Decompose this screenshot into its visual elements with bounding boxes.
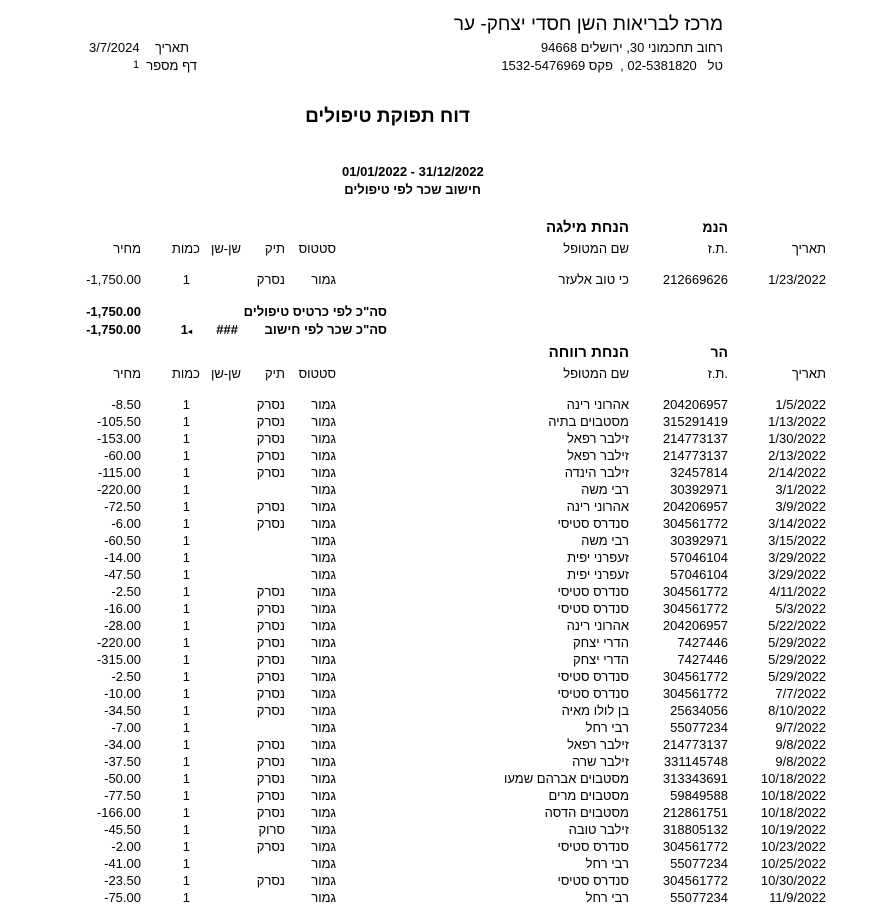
row-date: 10/30/2022 bbox=[760, 873, 826, 888]
row-id: 57046104 bbox=[670, 550, 728, 565]
total-calc-value: -1,750.00 bbox=[86, 322, 141, 337]
row-id: 318805132 bbox=[662, 822, 728, 837]
col-id-header: ת.ז. bbox=[707, 366, 728, 381]
row-price: -6.00 bbox=[111, 516, 141, 531]
row-patient: זילבר טובה bbox=[568, 822, 629, 837]
table-row bbox=[0, 583, 869, 600]
row-id: 304561772 bbox=[662, 601, 728, 616]
row-patient: אהרוני רינה bbox=[566, 618, 629, 633]
phone-label: טל bbox=[707, 58, 723, 73]
row-price: -50.00 bbox=[104, 771, 141, 786]
row-patient: מסטבוים אברהם שמעו bbox=[503, 771, 629, 786]
row-date: 8/10/2022 bbox=[768, 703, 826, 718]
group1-total-treatments bbox=[0, 303, 869, 320]
row-id: 304561772 bbox=[662, 516, 728, 531]
row-status: גמור bbox=[311, 567, 336, 582]
row-date: 2/14/2022 bbox=[768, 465, 826, 480]
row-qty: 1 bbox=[182, 448, 190, 463]
row-date: 7/7/2022 bbox=[775, 686, 826, 701]
table-row bbox=[0, 787, 869, 804]
clinic-name: מרכז לבריאות השן חסדי יצחק- ער bbox=[453, 14, 723, 35]
row-patient: סנדרס סטיסי bbox=[557, 873, 629, 888]
row-patient: רבי רחל bbox=[585, 856, 629, 871]
row-date: 5/29/2022 bbox=[768, 652, 826, 667]
row-status: גמור bbox=[311, 771, 336, 786]
row-date: 4/11/2022 bbox=[769, 584, 826, 599]
row-price: -153.00 bbox=[96, 431, 141, 446]
table-row bbox=[0, 464, 869, 481]
row-patient: אהרוני רינה bbox=[566, 499, 629, 514]
row-status: גמור bbox=[311, 584, 336, 599]
row-id: 214773137 bbox=[662, 431, 728, 446]
row-qty: 1 bbox=[182, 414, 190, 429]
row-price: -315.00 bbox=[96, 652, 141, 667]
row-qty: 1 bbox=[182, 482, 190, 497]
report-range: 01/01/2022 - 31/12/2022 bbox=[342, 164, 484, 179]
row-qty: 1 bbox=[182, 567, 190, 582]
row-qty: 1 bbox=[182, 652, 190, 667]
row-status: גמור bbox=[311, 465, 336, 480]
row-status: גמור bbox=[311, 720, 336, 735]
row-price: -2.50 bbox=[111, 669, 141, 684]
row-status: גמור bbox=[311, 652, 336, 667]
row-price: -60.50 bbox=[104, 533, 141, 548]
row-date: 10/18/2022 bbox=[760, 788, 826, 803]
row-patient: אהרוני רינה bbox=[566, 397, 629, 412]
qty-marker-icon: ◂ bbox=[187, 327, 192, 336]
row-id: 204206957 bbox=[662, 499, 728, 514]
row-id: 7427446 bbox=[677, 652, 728, 667]
row-price: -7.00 bbox=[111, 720, 141, 735]
row-status: גמור bbox=[311, 669, 336, 684]
row-qty: 1 bbox=[182, 635, 190, 650]
total-treatments-value: -1,750.00 bbox=[86, 304, 141, 319]
row-file: נסרק bbox=[256, 754, 285, 769]
table-row bbox=[0, 753, 869, 770]
row-id: 204206957 bbox=[662, 618, 728, 633]
row-status: גמור bbox=[311, 890, 336, 905]
row-id: 55077234 bbox=[670, 856, 728, 871]
row-patient: הדרי יצחק bbox=[572, 652, 629, 667]
row-date: 11/9/2022 bbox=[769, 890, 826, 905]
col-patient-header: שם המטופל bbox=[563, 366, 629, 381]
row-price: -166.00 bbox=[96, 805, 141, 820]
group1-column-headers bbox=[0, 240, 869, 257]
row-file: נסרק bbox=[256, 703, 285, 718]
row-id: 30392971 bbox=[670, 533, 728, 548]
row-date: 2/13/2022 bbox=[768, 448, 826, 463]
row-qty: 1 bbox=[182, 720, 190, 735]
row-file: נסרק bbox=[256, 686, 285, 701]
row-price: -41.00 bbox=[104, 856, 141, 871]
row-patient: מסטבוים בתיה bbox=[548, 414, 629, 429]
row-price: -60.00 bbox=[104, 448, 141, 463]
row-id: 30392971 bbox=[670, 482, 728, 497]
total-calc-qty bbox=[181, 321, 192, 340]
row-id: 25634056 bbox=[670, 703, 728, 718]
row-file: נסרק bbox=[256, 601, 285, 616]
row-id: 304561772 bbox=[662, 584, 728, 599]
table-row bbox=[0, 498, 869, 515]
row-patient: סנדרס סטיסי bbox=[557, 516, 629, 531]
col-file-header: תיק bbox=[264, 241, 285, 256]
row-date: 1/13/2022 bbox=[768, 414, 826, 429]
row-qty: 1 bbox=[182, 890, 190, 905]
row-date: 9/8/2022 bbox=[775, 754, 826, 769]
row-price: -72.50 bbox=[104, 499, 141, 514]
col-qty-header: כמות bbox=[171, 241, 200, 256]
table-row bbox=[0, 481, 869, 498]
row-id: 204206957 bbox=[662, 397, 728, 412]
row-file: נסרק bbox=[256, 584, 285, 599]
print-date: 3/7/2024 bbox=[89, 40, 140, 55]
row-price: -28.00 bbox=[104, 618, 141, 633]
row-patient: זעפרני יפית bbox=[567, 550, 629, 565]
table-row bbox=[0, 430, 869, 447]
row-patient: סנדרס סטיסי bbox=[557, 686, 629, 701]
row-patient: זילבר רפאל bbox=[567, 431, 629, 446]
row-status: גמור bbox=[311, 754, 336, 769]
row-status: גמור bbox=[311, 414, 336, 429]
row-id: 304561772 bbox=[662, 873, 728, 888]
row-status: גמור bbox=[311, 533, 336, 548]
row-qty: 1 bbox=[182, 618, 190, 633]
row-patient: רבי רחל bbox=[585, 720, 629, 735]
table-row bbox=[0, 770, 869, 787]
row-date: 10/23/2022 bbox=[760, 839, 826, 854]
row-price: -115.00 bbox=[97, 465, 141, 480]
row-qty: 1 bbox=[182, 397, 190, 412]
table-row bbox=[0, 702, 869, 719]
row-id: 55077234 bbox=[670, 890, 728, 905]
row-id: 55077234 bbox=[670, 720, 728, 735]
row-date: 10/18/2022 bbox=[760, 805, 826, 820]
row-id: 331145748 bbox=[663, 754, 728, 769]
row-qty: 1 bbox=[182, 533, 190, 548]
row-date: 5/3/2022 bbox=[775, 601, 826, 616]
row-status: גמור bbox=[311, 550, 336, 565]
table-row bbox=[0, 413, 869, 430]
row-patient: הדרי יצחק bbox=[572, 635, 629, 650]
row-date: 3/29/2022 bbox=[768, 567, 826, 582]
row-status: גמור bbox=[311, 431, 336, 446]
table-row bbox=[0, 447, 869, 464]
group2-label: הר bbox=[710, 344, 728, 360]
row-file: נסרק bbox=[256, 635, 285, 650]
row-file: נסרק bbox=[256, 805, 285, 820]
row-file: נסרק bbox=[256, 516, 285, 531]
row-patient: זילבר רפאל bbox=[567, 448, 629, 463]
row-date: 3/9/2022 bbox=[775, 499, 826, 514]
row-file: נסרק bbox=[256, 414, 285, 429]
table-row bbox=[0, 396, 869, 413]
row-qty: 1 bbox=[182, 465, 190, 480]
row-qty: 1 bbox=[182, 788, 190, 803]
row-price: -77.50 bbox=[104, 788, 141, 803]
row-date: 3/29/2022 bbox=[768, 550, 826, 565]
table-row bbox=[0, 617, 869, 634]
row-id: 57046104 bbox=[670, 567, 728, 582]
row-file: נסרק bbox=[256, 465, 285, 480]
row-price: -34.50 bbox=[104, 703, 141, 718]
col-id-header: ת.ז. bbox=[707, 241, 728, 256]
row-patient: מסטבוים מרים bbox=[548, 788, 629, 803]
row-status: גמור bbox=[311, 788, 336, 803]
col-status-header: סטטוס bbox=[298, 366, 336, 381]
row-patient: סנדרס סטיסי bbox=[557, 839, 629, 854]
group2-name: הנחת רווחה bbox=[548, 344, 629, 361]
table-row bbox=[0, 804, 869, 821]
row-price: -2.50 bbox=[111, 584, 141, 599]
row-qty: 1 bbox=[182, 686, 190, 701]
row-id: 32457814 bbox=[670, 465, 728, 480]
row-patient: רבי משה bbox=[581, 482, 629, 497]
row-file: נסרק bbox=[256, 669, 285, 684]
row-file: נסרק bbox=[256, 652, 285, 667]
table-row bbox=[0, 889, 869, 906]
row-id: 212861751 bbox=[662, 805, 728, 820]
report-basis: חישוב שכר לפי טיפולים bbox=[344, 182, 481, 197]
fax-number: 1532-5476969 bbox=[501, 58, 586, 73]
row-qty: 1 bbox=[182, 839, 190, 854]
row-status: גמור bbox=[311, 272, 336, 287]
col-tooth-header: שן-שן bbox=[210, 366, 241, 381]
row-date: 3/14/2022 bbox=[768, 516, 826, 531]
row-file: נסרק bbox=[256, 272, 285, 287]
table-row bbox=[0, 668, 869, 685]
col-status-header: סטטוס bbox=[298, 241, 336, 256]
table-row bbox=[0, 685, 869, 702]
col-price-header: מחיר bbox=[113, 366, 141, 381]
row-price: -34.00 bbox=[104, 737, 141, 752]
table-row bbox=[0, 271, 869, 288]
row-qty: 1 bbox=[182, 822, 190, 837]
row-price: -47.50 bbox=[104, 567, 141, 582]
row-id: 214773137 bbox=[662, 448, 728, 463]
row-date: 10/25/2022 bbox=[760, 856, 826, 871]
row-status: גמור bbox=[311, 822, 336, 837]
clinic-contact: טל 02-5381820 , פקס 1532-5476969 bbox=[501, 58, 723, 73]
table-row bbox=[0, 634, 869, 651]
row-status: גמור bbox=[311, 397, 336, 412]
row-date: 1/23/2022 bbox=[768, 272, 826, 287]
row-file: נסרק bbox=[256, 788, 285, 803]
row-file: נסרק bbox=[256, 839, 285, 854]
row-id: 304561772 bbox=[662, 669, 728, 684]
row-status: גמור bbox=[311, 482, 336, 497]
row-date: 9/7/2022 bbox=[775, 720, 826, 735]
row-status: גמור bbox=[311, 873, 336, 888]
table-row bbox=[0, 736, 869, 753]
col-qty-header: כמות bbox=[171, 366, 200, 381]
row-patient: זילבר רפאל bbox=[567, 737, 629, 752]
row-id: 313343691 bbox=[662, 771, 728, 786]
row-price: -8.50 bbox=[111, 397, 141, 412]
row-id: 304561772 bbox=[662, 686, 728, 701]
row-qty: 1 bbox=[182, 550, 190, 565]
row-price: -37.50 bbox=[104, 754, 141, 769]
row-id: 59849588 bbox=[670, 788, 728, 803]
col-tooth-header: שן-שן bbox=[210, 241, 241, 256]
row-patient: סנדרס סטיסי bbox=[557, 601, 629, 616]
row-price: -14.00 bbox=[104, 550, 141, 565]
page-number: 1 bbox=[133, 59, 140, 71]
row-patient: זילבר הינדה bbox=[564, 465, 629, 480]
row-patient: בן לולו מאיה bbox=[561, 703, 629, 718]
row-status: גמור bbox=[311, 839, 336, 854]
row-status: גמור bbox=[311, 805, 336, 820]
row-qty: 1 bbox=[182, 584, 190, 599]
row-date: 9/8/2022 bbox=[775, 737, 826, 752]
table-row bbox=[0, 838, 869, 855]
table-row bbox=[0, 855, 869, 872]
group2-column-headers bbox=[0, 365, 869, 382]
clinic-address: רחוב תחכמוני 30, ירושלים 94668 bbox=[540, 40, 723, 55]
table-row bbox=[0, 515, 869, 532]
row-patient: סנדרס סטיסי bbox=[557, 669, 629, 684]
row-price: -23.50 bbox=[104, 873, 141, 888]
row-price: -45.50 bbox=[104, 822, 141, 837]
row-qty: 1 bbox=[182, 431, 190, 446]
row-patient: כי טוב אלעזר bbox=[558, 272, 629, 287]
row-date: 3/1/2022 bbox=[775, 482, 826, 497]
row-qty: 1 bbox=[182, 669, 190, 684]
row-qty: 1 bbox=[182, 856, 190, 871]
row-id: 7427446 bbox=[677, 635, 728, 650]
row-qty: 1 bbox=[182, 737, 190, 752]
table-row bbox=[0, 549, 869, 566]
row-status: גמור bbox=[311, 703, 336, 718]
row-qty: 1 bbox=[182, 499, 190, 514]
row-price: -10.00 bbox=[104, 686, 141, 701]
col-date-header: תאריך bbox=[791, 366, 826, 381]
table-row bbox=[0, 566, 869, 583]
row-patient: רבי רחל bbox=[585, 890, 629, 905]
row-date: 5/22/2022 bbox=[768, 618, 826, 633]
row-date: 3/15/2022 bbox=[768, 533, 826, 548]
row-patient: זילבר שרה bbox=[572, 754, 629, 769]
total-calc-label: סה"כ שכר לפי חישוב bbox=[264, 322, 387, 337]
row-file: נסרק bbox=[256, 499, 285, 514]
row-qty: 1 bbox=[182, 703, 190, 718]
col-date-header: תאריך bbox=[791, 241, 826, 256]
table-row bbox=[0, 719, 869, 736]
row-status: גמור bbox=[311, 448, 336, 463]
row-file: נסרק bbox=[256, 448, 285, 463]
page-number-label: דף מספר bbox=[146, 58, 197, 73]
row-file: נסרק bbox=[256, 397, 285, 412]
total-calc-hash: ### bbox=[216, 322, 238, 337]
row-qty: 1 bbox=[182, 805, 190, 820]
table-row bbox=[0, 600, 869, 617]
row-price: -105.50 bbox=[96, 414, 141, 429]
row-status: גמור bbox=[311, 618, 336, 633]
row-price: -75.00 bbox=[104, 890, 141, 905]
row-price: -2.00 bbox=[111, 839, 141, 854]
row-date: 1/5/2022 bbox=[775, 397, 826, 412]
group1-total-calc bbox=[0, 321, 869, 338]
table-row bbox=[0, 872, 869, 889]
row-date: 5/29/2022 bbox=[768, 669, 826, 684]
col-price-header: מחיר bbox=[113, 241, 141, 256]
table-row bbox=[0, 532, 869, 549]
row-status: גמור bbox=[311, 686, 336, 701]
row-id: 315291419 bbox=[662, 414, 728, 429]
group1-label: הנמ bbox=[702, 219, 728, 235]
col-file-header: תיק bbox=[264, 366, 285, 381]
row-status: גמור bbox=[311, 601, 336, 616]
row-price: -220.00 bbox=[96, 482, 141, 497]
table-row bbox=[0, 821, 869, 838]
row-file: נסרק bbox=[256, 771, 285, 786]
row-qty: 1 bbox=[182, 873, 190, 888]
total-treatments-label: סה"כ לפי כרטיס טיפולים bbox=[243, 304, 387, 319]
row-date: 1/30/2022 bbox=[768, 431, 826, 446]
row-qty: 1 bbox=[182, 601, 190, 616]
group1-name: הנחת מילגה bbox=[545, 219, 629, 236]
total-calc-qty-value: 1 bbox=[180, 322, 188, 337]
row-status: גמור bbox=[311, 737, 336, 752]
table-row bbox=[0, 651, 869, 668]
row-patient: זעפרני יפית bbox=[567, 567, 629, 582]
row-qty: 1 bbox=[182, 754, 190, 769]
row-status: גמור bbox=[311, 635, 336, 650]
row-price: -220.00 bbox=[96, 635, 141, 650]
fax-label: פקס bbox=[588, 58, 613, 73]
row-patient: מסטבוים הדסה bbox=[544, 805, 629, 820]
row-price: -1,750.00 bbox=[86, 272, 141, 287]
row-status: גמור bbox=[311, 499, 336, 514]
phone-number: 02-5381820 bbox=[627, 58, 697, 73]
row-id: 304561772 bbox=[662, 839, 728, 854]
report-title: דוח תפוקת טיפולים bbox=[305, 106, 470, 127]
row-file: סרוק bbox=[258, 822, 285, 837]
row-id: 214773137 bbox=[662, 737, 728, 752]
row-file: נסרק bbox=[256, 873, 285, 888]
row-id: 212669626 bbox=[662, 272, 728, 287]
row-file: נסרק bbox=[256, 737, 285, 752]
row-qty: 1 bbox=[182, 516, 190, 531]
row-status: גמור bbox=[311, 856, 336, 871]
row-date: 5/29/2022 bbox=[768, 635, 826, 650]
row-date: 10/19/2022 bbox=[760, 822, 826, 837]
row-file: נסרק bbox=[256, 431, 285, 446]
print-date-label: תאריך bbox=[154, 40, 189, 55]
row-qty: 1 bbox=[182, 771, 190, 786]
row-file: נסרק bbox=[256, 618, 285, 633]
row-qty: 1 bbox=[182, 272, 190, 287]
row-price: -16.00 bbox=[104, 601, 141, 616]
row-status: גמור bbox=[311, 516, 336, 531]
col-patient-header: שם המטופל bbox=[563, 241, 629, 256]
row-patient: רבי משה bbox=[581, 533, 629, 548]
row-date: 10/18/2022 bbox=[760, 771, 826, 786]
row-patient: סנדרס סטיסי bbox=[557, 584, 629, 599]
